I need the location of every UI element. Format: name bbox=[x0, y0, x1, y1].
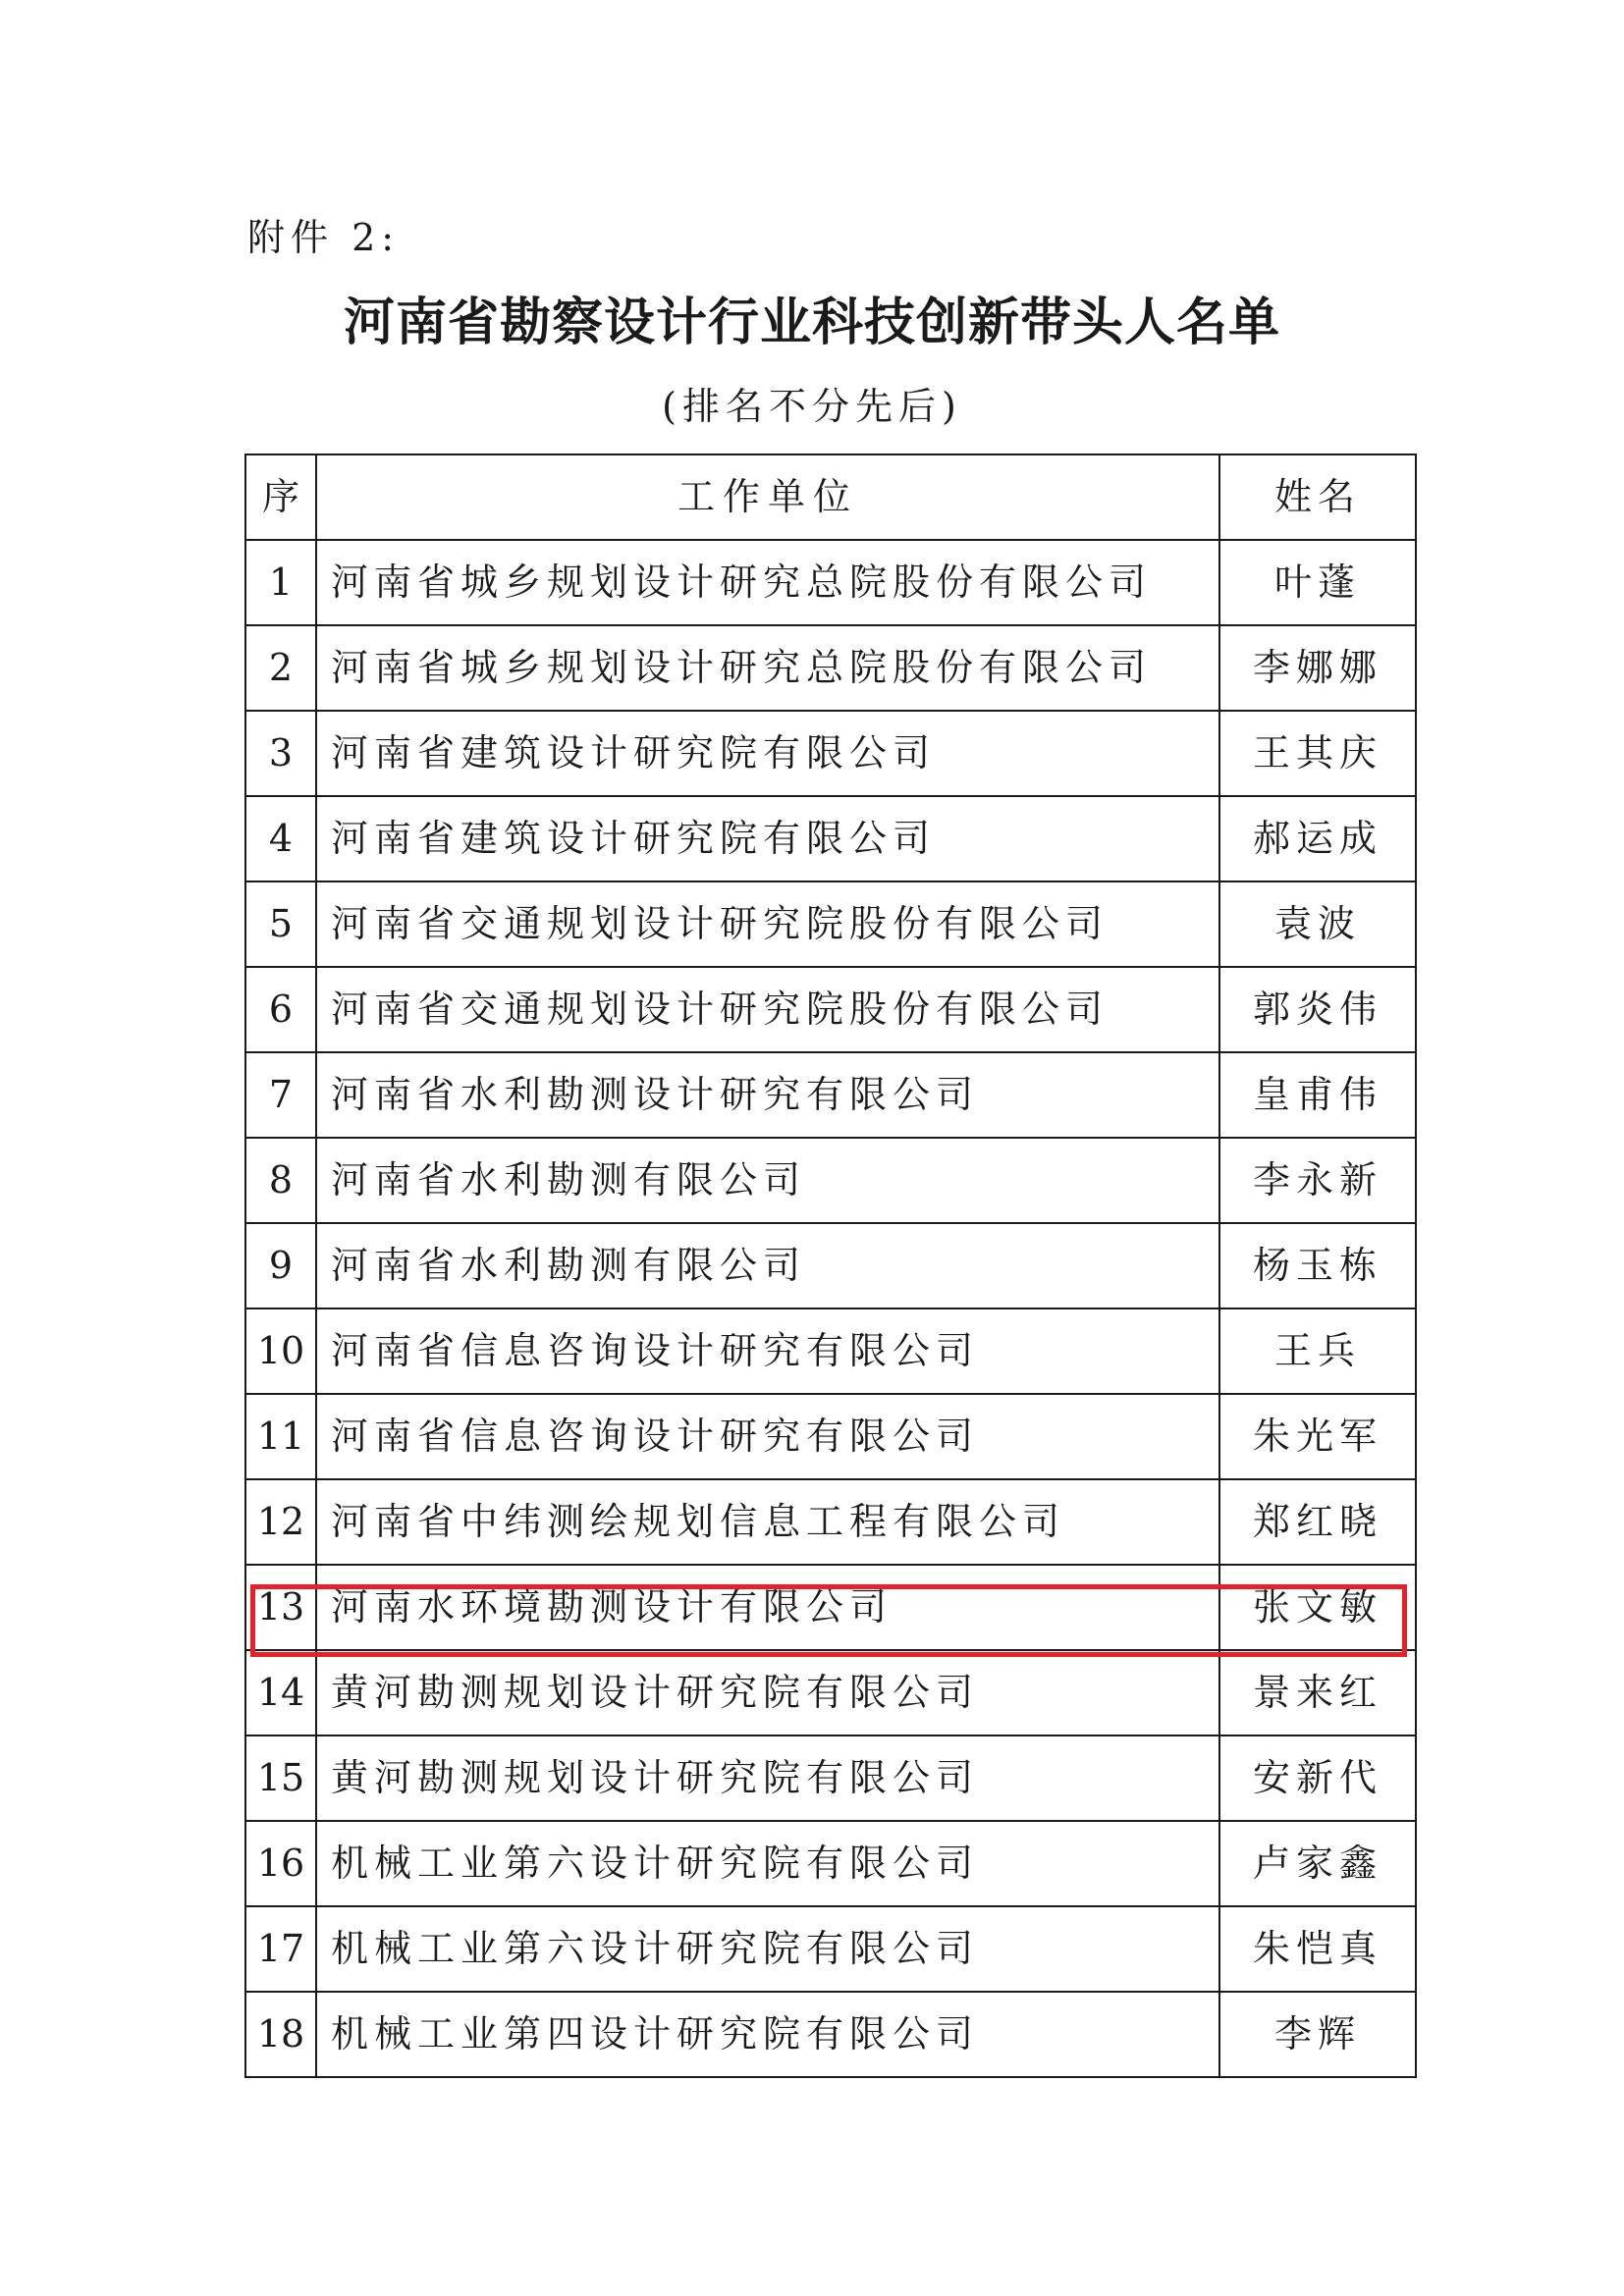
row-name-cell: 袁波 bbox=[1219, 881, 1416, 967]
row-unit-cell: 河南水环境勘测设计有限公司 bbox=[316, 1565, 1219, 1650]
row-name-cell: 朱恺真 bbox=[1219, 1906, 1416, 1992]
row-seq-cell: 14 bbox=[245, 1650, 316, 1735]
row-seq-cell: 17 bbox=[245, 1906, 316, 1992]
attachment-label: 附件 2: bbox=[247, 216, 401, 259]
table-row bbox=[245, 1138, 1416, 1223]
table-row bbox=[245, 1650, 1416, 1735]
document-title: 河南省勘察设计行业科技创新带头人名单 bbox=[343, 294, 1280, 352]
row-name-cell: 张文敏 bbox=[1219, 1565, 1416, 1650]
table-row bbox=[245, 1394, 1416, 1479]
row-unit-cell: 河南省信息咨询设计研究有限公司 bbox=[316, 1308, 1219, 1394]
table-row bbox=[245, 881, 1416, 967]
row-unit-cell: 河南省水利勘测设计研究有限公司 bbox=[316, 1052, 1219, 1138]
row-unit-cell: 机械工业第四设计研究院有限公司 bbox=[316, 1992, 1219, 2077]
column-header-seq: 序 bbox=[245, 454, 316, 540]
table-row bbox=[245, 540, 1416, 625]
row-name-cell: 郝运成 bbox=[1219, 796, 1416, 881]
row-name-cell: 卢家鑫 bbox=[1219, 1821, 1416, 1906]
row-name-cell: 李辉 bbox=[1219, 1992, 1416, 2077]
table-row bbox=[245, 1479, 1416, 1565]
row-unit-cell: 河南省信息咨询设计研究有限公司 bbox=[316, 1394, 1219, 1479]
row-seq-cell: 18 bbox=[245, 1992, 316, 2077]
row-name-cell: 安新代 bbox=[1219, 1735, 1416, 1821]
row-seq-cell: 11 bbox=[245, 1394, 316, 1479]
row-unit-cell: 河南省交通规划设计研究院股份有限公司 bbox=[316, 967, 1219, 1052]
row-unit-cell: 河南省城乡规划设计研究总院股份有限公司 bbox=[316, 625, 1219, 711]
table-row bbox=[245, 1565, 1416, 1650]
table-row bbox=[245, 625, 1416, 711]
row-unit-cell: 河南省中纬测绘规划信息工程有限公司 bbox=[316, 1479, 1219, 1565]
document-subtitle: (排名不分先后) bbox=[662, 385, 962, 428]
row-name-cell: 李娜娜 bbox=[1219, 625, 1416, 711]
row-seq-cell: 9 bbox=[245, 1223, 316, 1308]
row-seq-cell: 15 bbox=[245, 1735, 316, 1821]
row-seq-cell: 8 bbox=[245, 1138, 316, 1223]
column-header-unit: 工作单位 bbox=[316, 454, 1219, 540]
row-name-cell: 皇甫伟 bbox=[1219, 1052, 1416, 1138]
row-unit-cell: 黄河勘测规划设计研究院有限公司 bbox=[316, 1735, 1219, 1821]
column-header-name: 姓名 bbox=[1219, 454, 1416, 540]
row-seq-cell: 2 bbox=[245, 625, 316, 711]
row-unit-cell: 河南省水利勘测有限公司 bbox=[316, 1223, 1219, 1308]
table-row bbox=[245, 1821, 1416, 1906]
row-seq-cell: 7 bbox=[245, 1052, 316, 1138]
row-name-cell: 郑红晓 bbox=[1219, 1479, 1416, 1565]
table-row bbox=[245, 1223, 1416, 1308]
row-unit-cell: 河南省建筑设计研究院有限公司 bbox=[316, 711, 1219, 796]
row-seq-cell: 10 bbox=[245, 1308, 316, 1394]
table-row bbox=[245, 711, 1416, 796]
table-row bbox=[245, 1992, 1416, 2077]
row-seq-cell: 13 bbox=[245, 1565, 316, 1650]
row-name-cell: 朱光军 bbox=[1219, 1394, 1416, 1479]
table-row bbox=[245, 1906, 1416, 1992]
table-row bbox=[245, 1308, 1416, 1394]
row-seq-cell: 4 bbox=[245, 796, 316, 881]
row-name-cell: 王兵 bbox=[1219, 1308, 1416, 1394]
row-name-cell: 郭炎伟 bbox=[1219, 967, 1416, 1052]
table-row bbox=[245, 1735, 1416, 1821]
row-seq-cell: 1 bbox=[245, 540, 316, 625]
row-name-cell: 叶蓬 bbox=[1219, 540, 1416, 625]
row-seq-cell: 16 bbox=[245, 1821, 316, 1906]
row-unit-cell: 河南省水利勘测有限公司 bbox=[316, 1138, 1219, 1223]
row-name-cell: 王其庆 bbox=[1219, 711, 1416, 796]
table-row bbox=[245, 796, 1416, 881]
row-unit-cell: 河南省交通规划设计研究院股份有限公司 bbox=[316, 881, 1219, 967]
table-row bbox=[245, 1052, 1416, 1138]
row-seq-cell: 5 bbox=[245, 881, 316, 967]
table-header-row bbox=[245, 454, 1416, 540]
row-seq-cell: 6 bbox=[245, 967, 316, 1052]
roster-body bbox=[245, 540, 1416, 2077]
row-seq-cell: 3 bbox=[245, 711, 316, 796]
row-seq-cell: 12 bbox=[245, 1479, 316, 1565]
row-unit-cell: 机械工业第六设计研究院有限公司 bbox=[316, 1906, 1219, 1992]
roster-table bbox=[244, 454, 1417, 2078]
row-unit-cell: 机械工业第六设计研究院有限公司 bbox=[316, 1821, 1219, 1906]
row-name-cell: 李永新 bbox=[1219, 1138, 1416, 1223]
row-name-cell: 景来红 bbox=[1219, 1650, 1416, 1735]
table-row bbox=[245, 967, 1416, 1052]
row-unit-cell: 河南省城乡规划设计研究总院股份有限公司 bbox=[316, 540, 1219, 625]
row-unit-cell: 河南省建筑设计研究院有限公司 bbox=[316, 796, 1219, 881]
row-unit-cell: 黄河勘测规划设计研究院有限公司 bbox=[316, 1650, 1219, 1735]
row-name-cell: 杨玉栋 bbox=[1219, 1223, 1416, 1308]
